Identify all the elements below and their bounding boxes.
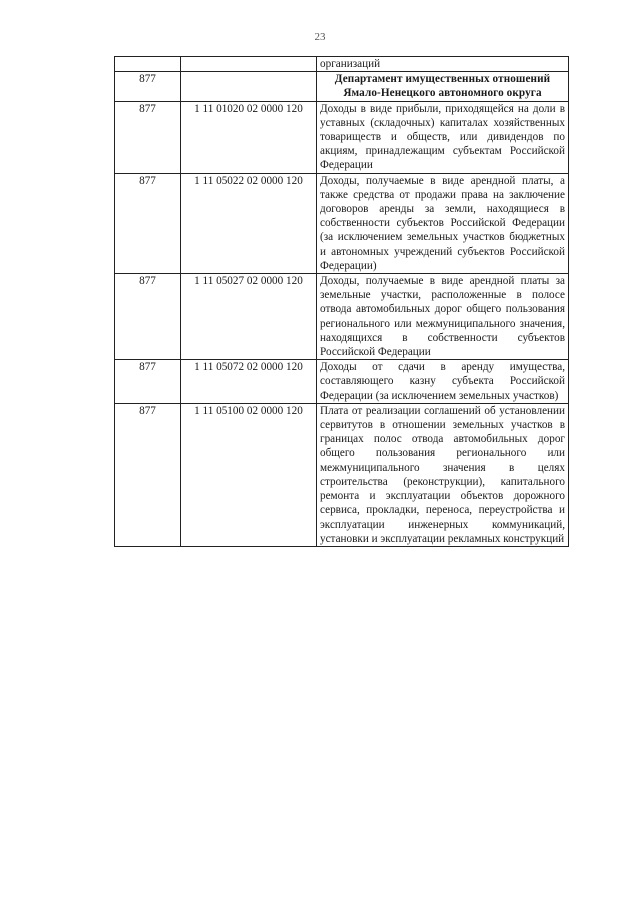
revenue-name-cell: Доходы от сдачи в аренду имущества, составляющего казну субъекта Российской Федерации (за исключением земельных участков) bbox=[317, 360, 569, 404]
revenue-code-cell: 1 11 05022 02 0000 120 bbox=[181, 173, 317, 273]
admin-code-cell bbox=[115, 57, 181, 72]
revenue-name-cell: Плата от реализации соглашений об установлении сервитутов в отношении земельных участков в границах полос отвода автомобильных дорог общего пользования регионального или межмуниципального значения в целях строительства (реконструкции), капитального ремонта и эксплуатации объектов дорожного сервиса, прокладки, переноса, переустройства и эксплуатации инженерных коммуникаций, установки и эксплуатации рекламных конструкций bbox=[317, 403, 569, 546]
revenue-name-cell: Доходы, получаемые в виде арендной платы за земельные участки, расположенные в полосе отвода автомобильных дорог общего пользования регионального или межмуниципального значения, находящихся в собственности субъектов Российской Федерации bbox=[317, 274, 569, 360]
admin-code-cell: 877 bbox=[115, 72, 181, 101]
revenue-code-cell: 1 11 05072 02 0000 120 bbox=[181, 360, 317, 404]
admin-code-cell: 877 bbox=[115, 101, 181, 173]
table-row bbox=[115, 57, 569, 72]
revenue-name-cell: Доходы в виде прибыли, приходящейся на доли в уставных (складочных) капиталах хозяйственных товариществ и обществ, или дивидендов по акциям, принадлежащим субъектам Российской Федерации bbox=[317, 101, 569, 173]
admin-code-cell: 877 bbox=[115, 360, 181, 404]
table-row bbox=[115, 72, 569, 101]
admin-code-cell: 877 bbox=[115, 173, 181, 273]
table-row bbox=[115, 101, 569, 173]
page-number: 23 bbox=[314, 31, 326, 43]
revenue-name-cell: Доходы, получаемые в виде арендной платы, а также средства от продажи права на заключение договоров аренды за земли, находящиеся в собственности субъектов Российской Федерации (за исключением земельных участков бюджетных и автономных учреждений субъектов Российской Федерации) bbox=[317, 173, 569, 273]
table-row bbox=[115, 360, 569, 404]
revenue-code-cell bbox=[181, 57, 317, 72]
revenue-code-cell: 1 11 05027 02 0000 120 bbox=[181, 274, 317, 360]
admin-code-cell: 877 bbox=[115, 274, 181, 360]
administrator-heading-cell: Департамент имущественных отношений Ямало-Ненецкого автономного округа bbox=[317, 72, 569, 101]
budget-revenue-table bbox=[114, 56, 569, 547]
revenue-code-cell: 1 11 05100 02 0000 120 bbox=[181, 403, 317, 546]
table-row bbox=[115, 274, 569, 360]
revenue-code-cell bbox=[181, 72, 317, 101]
table-row bbox=[115, 403, 569, 546]
revenue-code-cell: 1 11 01020 02 0000 120 bbox=[181, 101, 317, 173]
revenue-name-cell: организаций bbox=[317, 57, 569, 72]
admin-code-cell: 877 bbox=[115, 403, 181, 546]
table-row bbox=[115, 173, 569, 273]
